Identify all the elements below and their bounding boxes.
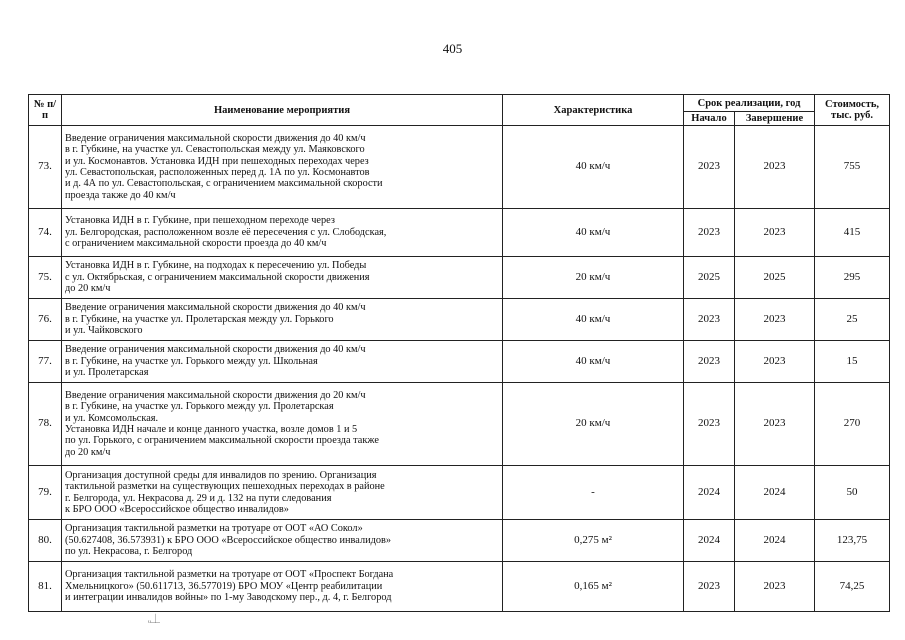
row-name: [62, 466, 503, 520]
row-characteristic: 20 км/ч: [503, 383, 684, 466]
row-name: [62, 257, 503, 299]
table-row: [29, 520, 890, 562]
row-name-line: ул. Белгородская, расположенном возле её пересечения с ул. Слободская,: [65, 226, 387, 238]
scan-mark: ᵤ⏊: [148, 614, 160, 624]
row-name: [62, 383, 503, 466]
row-characteristic: 0,165 м²: [503, 562, 684, 612]
row-name-line: г. Белгорода, ул. Некрасова д. 29 и д. 132 на пути следования: [65, 492, 332, 504]
row-cost: 415: [815, 209, 890, 257]
row-start-year: 2023: [684, 562, 735, 612]
header-period: Срок реализации, год: [684, 95, 815, 112]
row-number: 80.: [29, 520, 62, 562]
row-name-line: до 20 км/ч: [65, 446, 111, 458]
row-name: [62, 341, 503, 383]
row-name: [62, 209, 503, 257]
row-name-line: Организация тактильной разметки на тротуаре от ООТ «Проспект Богдана: [65, 569, 394, 581]
row-name-line: в г. Губкине, на участке ул. Горького между ул. Школьная: [65, 355, 318, 367]
row-name-line: Введение ограничения максимальной скорости движения до 20 км/ч: [65, 389, 366, 401]
row-name-line: в г. Губкине, на участке ул. Севастопольская между ул. Маяковского: [65, 144, 365, 156]
row-characteristic: 40 км/ч: [503, 126, 684, 209]
row-number: 81.: [29, 562, 62, 612]
row-cost: 74,25: [815, 562, 890, 612]
row-cost: 123,75: [815, 520, 890, 562]
table-row: [29, 257, 890, 299]
row-name-line: с ул. Октябрьская, с ограничением максимальной скорости движения: [65, 271, 370, 283]
row-characteristic: 40 км/ч: [503, 341, 684, 383]
table-row: [29, 209, 890, 257]
row-start-year: 2023: [684, 299, 735, 341]
row-end-year: 2023: [735, 209, 815, 257]
table-header: [29, 95, 890, 126]
table-row: [29, 562, 890, 612]
row-cost: 270: [815, 383, 890, 466]
header-end: Завершение: [735, 112, 815, 126]
row-cost: 295: [815, 257, 890, 299]
row-number: 73.: [29, 126, 62, 209]
row-characteristic: 40 км/ч: [503, 209, 684, 257]
row-number: 78.: [29, 383, 62, 466]
table-row: [29, 126, 890, 209]
row-name: [62, 299, 503, 341]
row-name-line: и ул. Космонавтов. Установка ИДН при пешеходных переходах через: [65, 155, 369, 167]
row-end-year: 2023: [735, 299, 815, 341]
row-start-year: 2023: [684, 126, 735, 209]
table-row: [29, 383, 890, 466]
row-end-year: 2024: [735, 466, 815, 520]
row-name-line: Установка ИДН начале и конце данного участка, возле домов 1 и 5: [65, 424, 358, 435]
row-end-year: 2023: [735, 126, 815, 209]
row-characteristic: 0,275 м²: [503, 520, 684, 562]
row-cost: 15: [815, 341, 890, 383]
table-row: [29, 341, 890, 383]
measures-table: [28, 94, 890, 612]
table-row: [29, 299, 890, 341]
row-start-year: 2023: [684, 341, 735, 383]
page-number: 405: [442, 41, 463, 56]
row-number: 77.: [29, 341, 62, 383]
row-name-line: в г. Губкине, на участке ул. Пролетарская между ул. Горького: [65, 313, 334, 325]
row-cost: 755: [815, 126, 890, 209]
row-name-line: Организация доступной среды для инвалидов по зрению. Организация: [65, 469, 377, 481]
row-name-line: с ограничением максимальной скорости проезда до 40 км/ч: [65, 238, 327, 250]
row-end-year: 2025: [735, 257, 815, 299]
row-end-year: 2023: [735, 341, 815, 383]
row-name-line: ул. Севастопольская, расположенных перед д. 1А по ул. Космонавтов: [65, 167, 370, 178]
row-name-line: и ул. Чайковского: [65, 325, 143, 337]
header-start: Начало: [684, 112, 735, 126]
row-name-line: Введение ограничения максимальной скорости движения до 40 км/ч: [65, 302, 366, 314]
row-name-line: проезда также до 40 км/ч: [65, 189, 176, 201]
row-name: [62, 126, 503, 209]
row-name: [62, 520, 503, 562]
row-end-year: 2023: [735, 562, 815, 612]
row-name-line: Введение ограничения максимальной скорости движения до 40 км/ч: [65, 344, 366, 356]
row-end-year: 2024: [735, 520, 815, 562]
row-name-line: Установка ИДН в г. Губкине, на подходах к пересечению ул. Победы: [65, 260, 367, 272]
row-name-line: и ул. Комсомольская.: [65, 412, 159, 424]
row-start-year: 2024: [684, 520, 735, 562]
row-characteristic: 40 км/ч: [503, 299, 684, 341]
row-name-line: тактильной разметки на существующих пешеходных переходах в районе: [65, 481, 385, 493]
row-number: 75.: [29, 257, 62, 299]
row-number: 79.: [29, 466, 62, 520]
row-name-line: по ул. Горького, с ограничением максимальной скорости проезда также: [65, 435, 379, 447]
row-number: 76.: [29, 299, 62, 341]
row-name-line: Введение ограничения максимальной скорости движения до 40 км/ч: [65, 132, 366, 144]
header-name: Наименование мероприятия: [62, 95, 503, 126]
row-name: [62, 562, 503, 612]
header-characteristic: Характеристика: [503, 95, 684, 126]
row-end-year: 2023: [735, 383, 815, 466]
table-row: [29, 466, 890, 520]
row-name-line: по ул. Некрасова, г. Белгород: [65, 546, 193, 558]
row-name-line: и интеграции инвалидов войны» по 1-му Заводскому пер., д. 4, г. Белгород: [65, 592, 392, 604]
row-start-year: 2023: [684, 209, 735, 257]
row-start-year: 2024: [684, 466, 735, 520]
row-name-line: Установка ИДН в г. Губкине, при пешеходном переходе через: [65, 215, 335, 227]
row-start-year: 2023: [684, 383, 735, 466]
row-cost: 50: [815, 466, 890, 520]
row-name-line: (50.627408, 36.573931) к БРО ООО «Всероссийское общество инвалидов»: [65, 534, 391, 546]
row-characteristic: 20 км/ч: [503, 257, 684, 299]
row-name-line: и д. 4А по ул. Севастопольская, с ограничением максимальной скорости: [65, 178, 383, 190]
row-name-line: и ул. Пролетарская: [65, 367, 149, 379]
row-name-line: Хмельницкого» (50.611713, 36.577019) БРО МОУ «Центр реабилитации: [65, 580, 383, 592]
row-name-line: к БРО ООО «Всероссийское общество инвалидов»: [65, 503, 289, 515]
header-cost: Стоимость, тыс. руб.: [815, 95, 890, 126]
row-name-line: Организация тактильной разметки на тротуаре от ООТ «АО Сокол»: [65, 523, 363, 535]
row-characteristic: -: [503, 466, 684, 520]
table-body: [29, 126, 890, 612]
row-start-year: 2025: [684, 257, 735, 299]
row-number: 74.: [29, 209, 62, 257]
row-cost: 25: [815, 299, 890, 341]
header-num: № п/п: [29, 95, 62, 126]
row-name-line: до 20 км/ч: [65, 283, 111, 295]
row-name-line: в г. Губкине, на участке ул. Горького между ул. Пролетарская: [65, 401, 334, 413]
